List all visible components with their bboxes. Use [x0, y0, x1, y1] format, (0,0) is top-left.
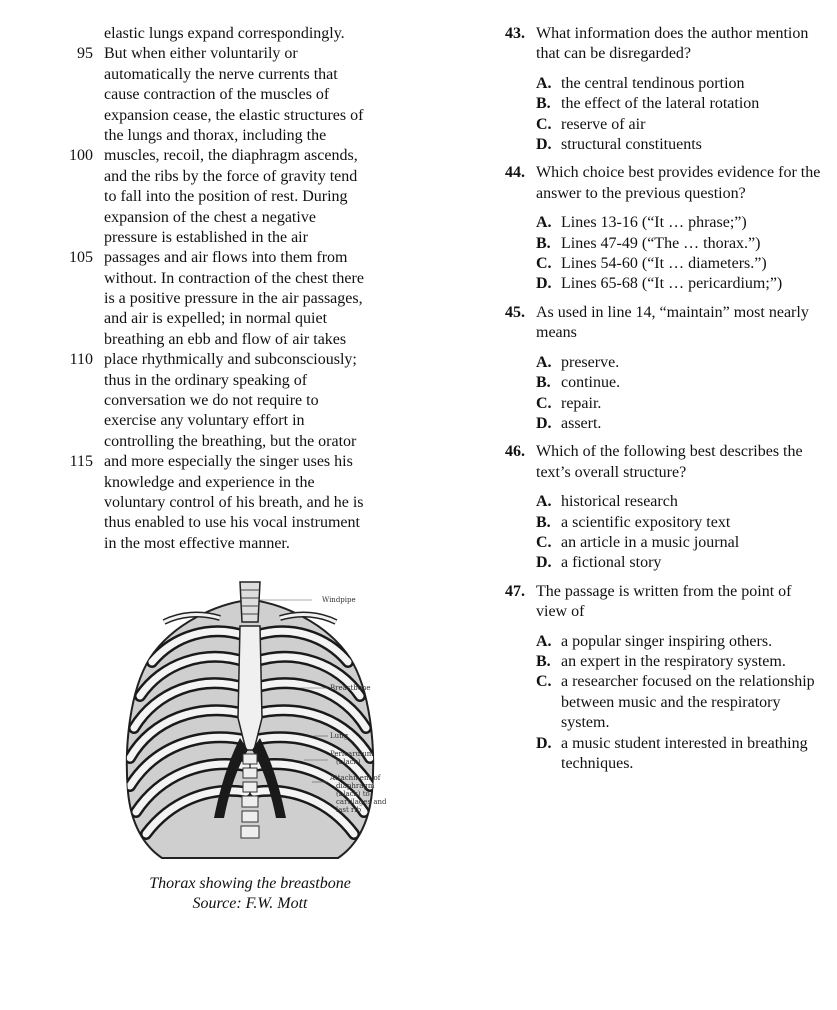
figure-caption [100, 874, 400, 915]
choice-letter: A. [536, 353, 552, 371]
passage-line [0, 126, 420, 146]
label-attachment: Attachment of [330, 774, 381, 782]
passage-line [0, 146, 420, 166]
line-text: expansion cease, the elastic structures of [104, 106, 364, 124]
line-text: knowledge and experience in the [104, 473, 315, 491]
choice-b[interactable] [505, 513, 825, 533]
choice-text: a music student interested in breathing techniques. [561, 734, 808, 772]
line-text: and more especially the singer uses his [104, 453, 353, 471]
line-text: the lungs and thorax, including the [104, 126, 327, 144]
passage-line [0, 85, 420, 105]
line-text: pressure is established in the air [104, 228, 308, 246]
label-attachment: last rib [336, 806, 362, 814]
choice-text: preserve. [561, 353, 620, 371]
choice-letter: C. [536, 673, 552, 691]
passage-line [0, 106, 420, 126]
line-number: 105 [69, 249, 93, 267]
line-text: controlling the breathing, but the orator [104, 432, 357, 450]
passage-line [0, 44, 420, 64]
passage-line [0, 350, 420, 370]
choice-text: structural constituents [561, 136, 702, 154]
choice-letter: C. [536, 533, 552, 551]
line-text: thus enabled to use his vocal instrument [104, 514, 360, 532]
line-number: 95 [77, 45, 93, 63]
choice-letter: D. [536, 734, 552, 752]
choice-text: continue. [561, 374, 621, 392]
choice-a[interactable] [505, 353, 825, 373]
passage-line [0, 452, 420, 472]
passage-line [0, 269, 420, 289]
choice-text: an article in a music journal [561, 533, 740, 551]
choice-letter: D. [536, 414, 552, 432]
choice-text: Lines 65-68 (“It … pericardium;”) [561, 275, 783, 293]
question-43 [505, 24, 825, 155]
passage-line [0, 289, 420, 309]
passage-line [0, 309, 420, 329]
passage-line [0, 411, 420, 431]
choice-d[interactable] [505, 135, 825, 155]
choice-b[interactable] [505, 94, 825, 114]
line-text: without. In contraction of the chest there [104, 269, 364, 287]
question-number: 46. [505, 443, 525, 461]
choice-a[interactable] [505, 632, 825, 652]
label-attachment: (black) to [336, 790, 370, 798]
line-text: and the ribs by the force of gravity tend [104, 167, 358, 185]
label-lung: Lung [330, 732, 349, 740]
question-47 [505, 582, 825, 775]
choice-letter: B. [536, 374, 551, 392]
choice-text: assert. [561, 414, 602, 432]
choice-letter: C. [536, 255, 552, 273]
choice-letter: A. [536, 493, 552, 511]
choice-c[interactable] [505, 533, 825, 553]
choice-c[interactable] [505, 672, 825, 733]
choice-text: repair. [561, 394, 602, 412]
question-stem: Which choice best provides evidence for the answer to the previous question? [536, 164, 821, 202]
choice-letter: A. [536, 74, 552, 92]
choice-letter: C. [536, 394, 552, 412]
choice-a[interactable] [505, 74, 825, 94]
question-stem: The passage is written from the point of view of [536, 582, 792, 621]
passage-line [0, 330, 420, 350]
label-attachment: diaphragm [336, 782, 375, 790]
line-number: 115 [69, 453, 93, 471]
choice-text: the effect of the lateral rotation [561, 95, 760, 113]
choice-letter: B. [536, 652, 551, 670]
choice-letter: B. [536, 234, 551, 252]
line-text: But when either voluntarily or [104, 45, 298, 63]
choice-text: an expert in the respiratory system. [561, 652, 786, 670]
passage-line [0, 432, 420, 452]
passage-line [0, 493, 420, 513]
line-text: conversation we do not require to [104, 392, 319, 410]
line-text: exercise any voluntary effort in [104, 412, 305, 430]
question-number: 45. [505, 303, 525, 321]
caption-title: Thorax showing the breastbone [149, 875, 351, 892]
passage-line [0, 65, 420, 85]
choice-text: Lines 54-60 (“It … diameters.”) [561, 255, 767, 273]
choice-letter: D. [536, 554, 552, 572]
line-text: cause contraction of the muscles of [104, 86, 330, 104]
choice-letter: B. [536, 513, 551, 531]
label-windpipe: Windpipe [322, 596, 356, 604]
choice-d[interactable] [505, 553, 825, 573]
label-pericardium: Pericardium [330, 750, 374, 758]
line-text: place rhythmically and subconsciously; [104, 351, 357, 369]
choice-b[interactable] [505, 234, 825, 254]
passage-line [0, 513, 420, 533]
label-attachment: cartilages and [336, 798, 387, 806]
choice-d[interactable] [505, 734, 825, 775]
thorax-figure [100, 578, 400, 868]
choice-c[interactable] [505, 394, 825, 414]
passage-line [0, 534, 420, 554]
choice-text: a fictional story [561, 554, 662, 572]
line-text: muscles, recoil, the diaphragm ascends, [104, 147, 358, 165]
passage-line [0, 187, 420, 207]
line-text: voluntary control of his breath, and he is [104, 493, 364, 511]
line-text: thus in the ordinary speaking of [104, 371, 308, 389]
choice-text: the central tendinous portion [561, 74, 745, 92]
question-stem: What information does the author mention that can be disregarded? [536, 25, 809, 63]
line-number: 110 [69, 351, 93, 369]
passage-line [0, 473, 420, 493]
line-text: breathing an ebb and flow of air takes [104, 330, 347, 348]
question-46 [505, 442, 825, 573]
choice-a[interactable] [505, 492, 825, 512]
line-text: to fall into the position of rest. During [104, 188, 348, 206]
passage-line [0, 167, 420, 187]
choice-text: a popular singer inspiring others. [561, 632, 773, 650]
choice-letter: D. [536, 136, 552, 154]
thorax-illustration [100, 578, 400, 868]
passage-line [0, 371, 420, 391]
passage-line [0, 391, 420, 411]
line-text: automatically the nerve currents that [104, 65, 338, 83]
caption-source: Source: F.W. Mott [192, 895, 308, 913]
line-text: elastic lungs expand correspondingly. [104, 25, 345, 42]
question-number: 43. [505, 25, 525, 42]
choice-letter: D. [536, 275, 552, 293]
passage [0, 24, 420, 554]
questions [505, 24, 825, 782]
choice-letter: B. [536, 95, 551, 113]
choice-text: reserve of air [561, 115, 646, 133]
line-text: expansion of the chest a negative [104, 208, 316, 226]
passage-line [0, 228, 420, 248]
choice-letter: C. [536, 115, 552, 133]
choice-d[interactable] [505, 414, 825, 434]
question-stem: As used in line 14, “maintain” most nearly means [536, 303, 809, 342]
line-text: passages and air flows into them from [104, 249, 348, 267]
question-number: 47. [505, 582, 525, 600]
label-pericardium-sub: (black) [336, 758, 361, 766]
choice-text: Lines 13-16 (“It … phrase;”) [561, 214, 747, 232]
passage-line [0, 24, 420, 44]
question-45 [505, 303, 825, 434]
choice-text: historical research [561, 493, 678, 511]
question-stem: Which of the following best describes the text’s overall structure? [536, 443, 803, 481]
passage-line [0, 208, 420, 228]
question-44 [505, 163, 825, 294]
label-breastbone: Breastbone [330, 684, 371, 692]
choice-text: a researcher focused on the relationship between music and the respiratory system. [561, 673, 815, 732]
line-text: and air is expelled; in normal quiet [104, 310, 328, 328]
line-number: 100 [69, 147, 93, 165]
line-text: is a positive pressure in the air passages, [104, 290, 363, 308]
choice-text: Lines 47-49 (“The … thorax.”) [561, 234, 761, 252]
choice-text: a scientific expository text [561, 513, 731, 531]
choice-b[interactable] [505, 652, 825, 672]
choice-c[interactable] [505, 254, 825, 274]
choice-c[interactable] [505, 115, 825, 135]
choice-letter: A. [536, 632, 552, 650]
line-text: in the most effective manner. [104, 534, 290, 552]
choice-b[interactable] [505, 373, 825, 393]
choice-d[interactable] [505, 274, 825, 294]
choice-letter: A. [536, 214, 552, 232]
question-number: 44. [505, 164, 525, 182]
choice-a[interactable] [505, 213, 825, 233]
passage-line [0, 248, 420, 268]
